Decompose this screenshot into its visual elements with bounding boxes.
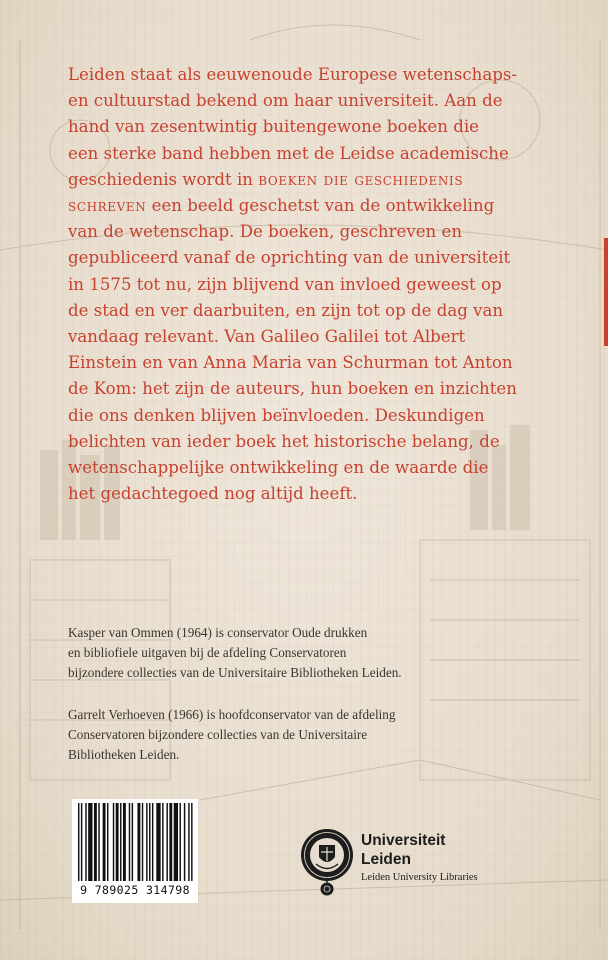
barcode-bar: [146, 803, 147, 881]
barcode-bar: [129, 803, 130, 881]
barcode-bar: [191, 803, 192, 881]
barcode-bar: [120, 803, 121, 881]
barcode-bar: [78, 803, 79, 881]
bio-line: en bibliofiele uitgaven bij de afdeling Conservatoren: [68, 645, 347, 660]
blurb-line: [68, 193, 598, 219]
blurb-line: wetenschappelijke ontwikkeling en de waarde die: [68, 458, 489, 478]
bio-line: Bibliotheken Leiden.: [68, 747, 180, 762]
blurb-line: en cultuurstad bekend om haar universiteit. Aan de: [68, 91, 503, 111]
barcode-bar: [169, 803, 172, 881]
bio-line: bijzondere collecties van de Universitaire Bibliotheken Leiden.: [68, 665, 402, 680]
barcode-bar: [103, 803, 106, 881]
barcode-bars: [76, 803, 194, 881]
barcode-bar: [174, 803, 178, 881]
blurb-line: in 1575 tot nu, zijn blijvend van invloed geweest op: [68, 274, 502, 294]
barcode-bar: [85, 803, 86, 881]
publisher-name-line: Universiteit: [361, 832, 446, 849]
isbn-number: 9 789025 314798: [80, 883, 190, 897]
blurb-line-part: een beeld geschetst van de ontwikkeling: [151, 196, 495, 216]
barcode-bar: [98, 803, 99, 881]
bio-line: Garrelt Verhoeven (1966) is hoofdconservator van de afdeling: [68, 707, 396, 722]
publisher-subtitle: Leiden University Libraries: [361, 872, 478, 883]
blurb-line: een sterke band hebben met de Leidse academische: [68, 143, 509, 163]
blurb-line: [68, 167, 598, 193]
barcode-bar: [180, 803, 181, 881]
leiden-university-seal-icon: [299, 823, 355, 897]
accent-bar: [604, 238, 608, 346]
blurb-line: vandaag relevant. Van Galileo Galilei tot Albert: [68, 327, 466, 347]
barcode-bar: [113, 803, 114, 881]
blurb-line: de Kom: het zijn de auteurs, hun boeken en inzichten: [68, 379, 517, 399]
barcode-bar: [137, 803, 140, 881]
barcode-bar: [166, 803, 167, 881]
blurb-line: Einstein en van Anna Maria van Schurman tot Anton: [68, 353, 513, 373]
barcode-bar: [88, 803, 92, 881]
author-bio-kasper: [68, 623, 588, 683]
publisher-name: [361, 831, 445, 869]
blurb-line: van de wetenschap. De boeken, geschreven en: [68, 222, 463, 242]
barcode-bar: [149, 803, 150, 881]
barcode-bar: [81, 803, 82, 881]
bio-line: Conservatoren bijzondere collecties van de Universitaire: [68, 727, 368, 742]
barcode-bar: [94, 803, 97, 881]
book-title-part2: schreven: [68, 196, 147, 216]
blurb-line: die ons denken blijven beïnvloeden. Deskundigen: [68, 405, 485, 425]
author-bio-garrelt: [68, 705, 588, 765]
bio-line: Kasper van Ommen (1964) is conservator Oude drukken: [68, 625, 368, 640]
blurb-line: hand van zesentwintig buitengewone boeken die: [68, 117, 479, 137]
barcode-bar: [188, 803, 189, 881]
barcode-bar: [107, 803, 108, 881]
barcode-bar: [123, 803, 126, 881]
blurb-line: Leiden staat als eeuwenoude Europese wetenschaps-: [68, 65, 517, 84]
barcode-bar: [132, 803, 133, 881]
publisher-logo: [299, 823, 519, 913]
barcode-bar: [116, 803, 119, 881]
blurb-line: belichten van ieder boek het historische belang, de: [68, 431, 500, 451]
barcode-bar: [152, 803, 153, 881]
isbn-barcode: [72, 799, 198, 903]
barcode-bar: [184, 803, 185, 881]
publisher-name-line: Leiden: [361, 851, 411, 868]
blurb-line: de stad en ver daarbuiten, en zijn tot op de dag van: [68, 300, 504, 320]
barcode-bar: [156, 803, 160, 881]
barcode-bar: [162, 803, 163, 881]
book-title-part1: boeken die geschiedenis: [258, 169, 464, 189]
blurb-line-part: geschiedenis wordt in: [68, 169, 253, 189]
blurb-line: het gedachtegoed nog altijd heeft.: [68, 484, 358, 504]
blurb-line: gepubliceerd vanaf de oprichting van de universiteit: [68, 248, 511, 268]
blurb-text: [68, 62, 598, 507]
barcode-bar: [142, 803, 143, 881]
